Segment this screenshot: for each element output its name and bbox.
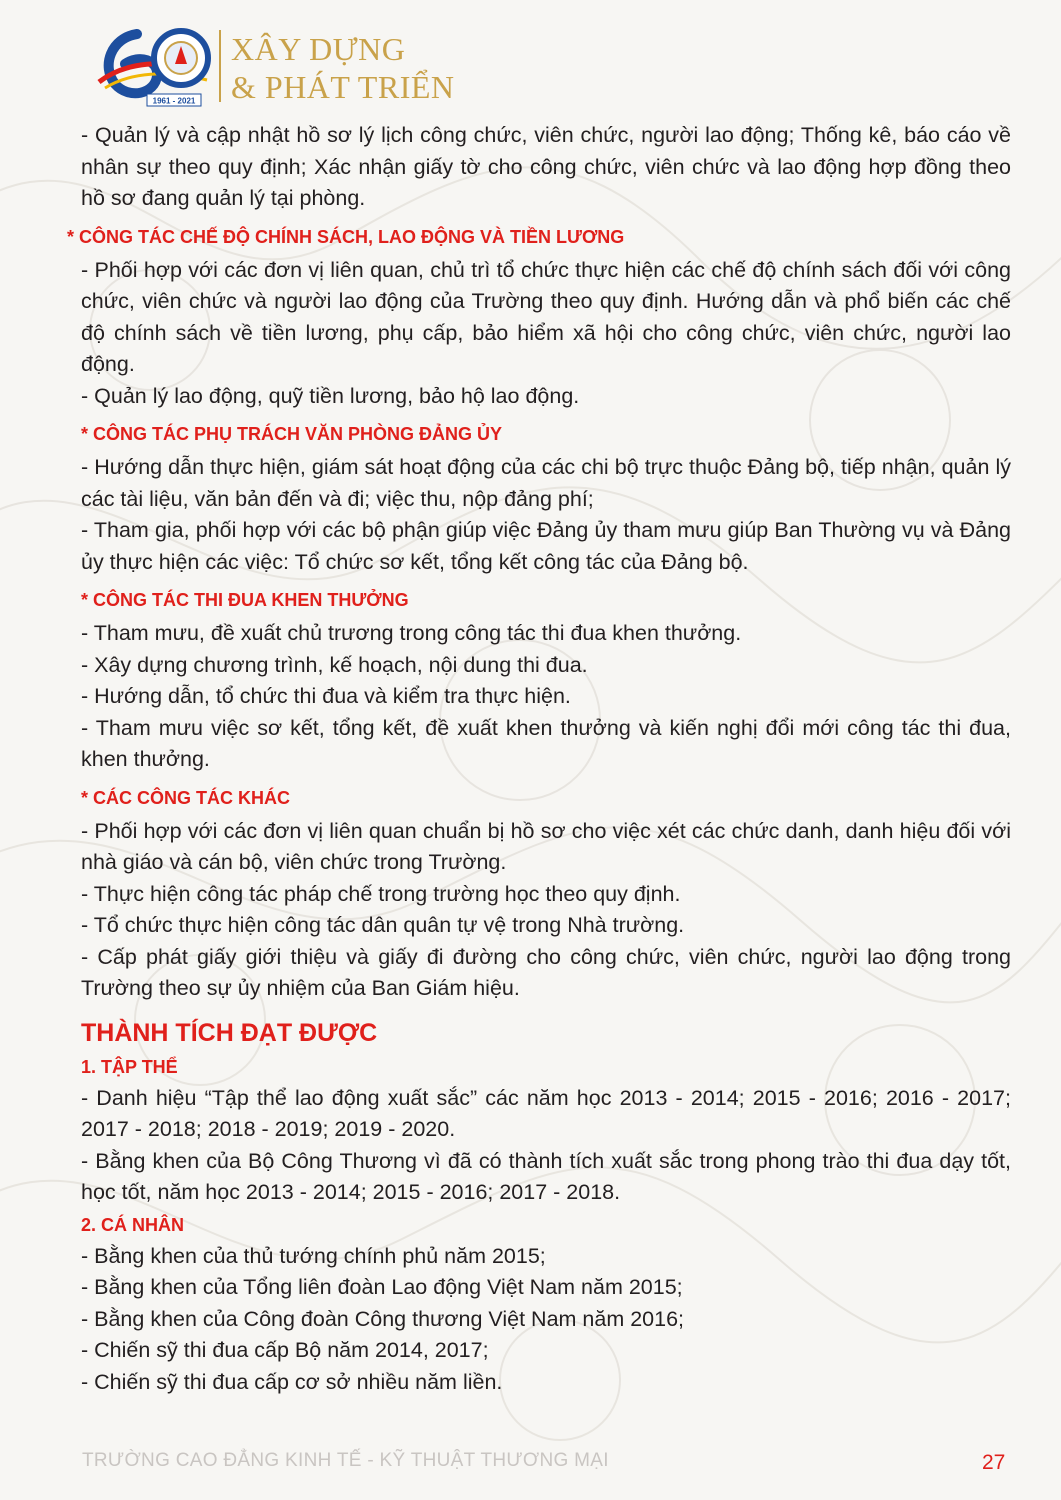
header-divider <box>219 30 221 102</box>
paragraph: - Phối hợp với các đơn vị liên quan chuẩn bị hồ sơ cho việc xét các chức danh, danh hiệu đối với nhà giáo và cán bộ, viên chức trong Trường. <box>81 818 1011 874</box>
paragraph: - Quản lý lao động, quỹ tiền lương, bảo hộ lao động. <box>81 383 580 408</box>
collective-heading: 1. TẬP THỂ <box>81 1056 178 1077</box>
page-number: 27 <box>982 1451 1006 1474</box>
paragraph: - Tổ chức thực hiện công tác dân quân tự vệ trong Nhà trường. <box>81 913 685 937</box>
list-item: - Chiến sỹ thi đua cấp cơ sở nhiều năm liền. <box>81 1369 503 1394</box>
paragraph: - Quản lý và cập nhật hồ sơ lý lịch công chức, viên chức, người lao động; Thống kê, báo cáo về nhân sự theo quy định; Xác nhận giấy tờ cho công chức, viên chức và lao động hợp đồng theo hồ sơ đang quản lý tại phòng. <box>81 123 1011 210</box>
paragraph: - Xây dựng chương trình, kế hoạch, nội dung thi đua. <box>81 652 588 677</box>
list-item: - Chiến sỹ thi đua cấp Bộ năm 2014, 2017; <box>81 1338 489 1362</box>
section-heading-party-office: * CÔNG TÁC PHỤ TRÁCH VĂN PHÒNG ĐẢNG ỦY <box>81 424 503 444</box>
paragraph: - Hướng dẫn, tổ chức thi đua và kiểm tra thực hiện. <box>81 684 571 708</box>
paragraph: - Tham mưu, đề xuất chủ trương trong công tác thi đua khen thưởng. <box>81 621 742 645</box>
paragraph: - Thực hiện công tác pháp chế trong trường học theo quy định. <box>81 881 681 906</box>
anniversary-logo <box>95 22 215 110</box>
paragraph: - Tham mưu việc sơ kết, tổng kết, đề xuất khen thưởng và kiến nghị đổi mới công tác thi đua, khen thưởng. <box>81 715 1011 771</box>
title-line-1: XÂY DỰNG <box>231 31 406 67</box>
footer-school-name: TRƯỜNG CAO ĐẲNG KINH TẾ - KỸ THUẬT THƯƠNG MẠI <box>82 1450 609 1471</box>
individual-heading: 2. CÁ NHÂN <box>81 1214 185 1235</box>
section-heading-emulation: * CÔNG TÁC THI ĐUA KHEN THƯỞNG <box>81 590 409 610</box>
paragraph: - Cấp phát giấy giới thiệu và giấy đi đường cho công chức, viên chức, người lao động trong Trường theo sự ủy nhiệm của Ban Giám hiệu. <box>81 944 1011 1000</box>
list-item: - Bằng khen của Tổng liên đoàn Lao động Việt Nam năm 2015; <box>81 1275 683 1299</box>
paragraph: - Phối hợp với các đơn vị liên quan, chủ trì tổ chức thực hiện các chế độ chính sách đối với công chức, viên chức và người lao động của Trường theo quy định. Hướng dẫn và phổ biến các chế độ chính sách về tiền lương, phụ cấp, bảo hiểm xã hội cho công chức, viên chức, người lao động. <box>81 257 1011 376</box>
title-line-2: & PHÁT TRIỂN <box>231 69 455 105</box>
paragraph: - Hướng dẫn thực hiện, giám sát hoạt động của các chi bộ trực thuộc Đảng bộ, tiếp nhận, quản lý các tài liệu, văn bản đến và đi; việc thu, nộp đảng phí; <box>81 455 1011 511</box>
section-heading-other: * CÁC CÔNG TÁC KHÁC <box>81 787 290 808</box>
logo-years: 1961 - 2021 <box>152 96 196 106</box>
paragraph: - Danh hiệu “Tập thể lao động xuất sắc” các năm học 2013 - 2014; 2015 - 2016; 2016 - 2017; 2017 - 2018; 2018 - 2019; 2019 - 2020. <box>81 1085 1011 1141</box>
section-heading-policy: * CÔNG TÁC CHẾ ĐỘ CHÍNH SÁCH, LAO ĐỘNG VÀ TIỀN LƯƠNG <box>67 226 625 247</box>
paragraph: - Tham gia, phối hợp với các bộ phận giúp việc Đảng ủy tham mưu giúp Ban Thường vụ và Đảng ủy thực hiện các việc: Tổ chức sơ kết, tổng kết công tác của Đảng bộ. <box>81 518 1011 574</box>
paragraph: - Bằng khen của Bộ Công Thương vì đã có thành tích xuất sắc trong phong trào thi đua dạy tốt, học tốt, năm học 2013 - 2014; 2015 - 2016; 2017 - 2018. <box>81 1148 1011 1204</box>
list-item: - Bằng khen của thủ tướng chính phủ năm 2015; <box>81 1243 546 1268</box>
header <box>95 22 515 112</box>
list-item: - Bằng khen của Công đoàn Công thương Việt Nam năm 2016; <box>81 1306 685 1331</box>
publication-title <box>231 30 455 106</box>
achievements-heading: THÀNH TÍCH ĐẠT ĐƯỢC <box>81 1018 378 1047</box>
page-content <box>67 120 1011 1398</box>
